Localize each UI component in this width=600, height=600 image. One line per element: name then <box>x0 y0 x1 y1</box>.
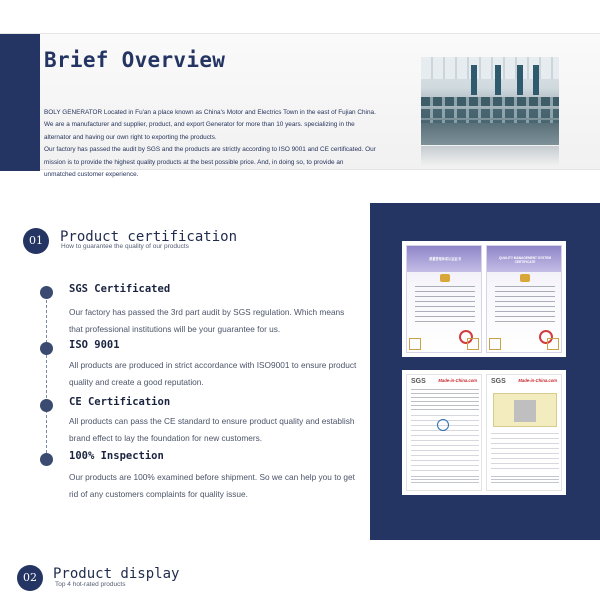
sgs-report-page <box>406 374 482 491</box>
overview-line: BOLY GENERATOR Located in Fu'an a place known as China's Motor and Electrics Town in the east of Fujian China. <box>44 109 376 116</box>
cert-item-text: Our factory has passed the 3rd part audit by SGS regulation. Which means that professional institutions will be your guarantee for us. <box>69 307 345 334</box>
overview-title: Brief Overview <box>44 48 226 72</box>
cert-item-title: SGS Certificated <box>69 283 171 295</box>
cert-item-text: Our products are 100% examined before shipment. So we can help you to get rid of any customers complaints for quality issue. <box>69 472 355 499</box>
certificate-heading: 质量管理体系认证证书 <box>429 257 461 261</box>
sgs-report-card <box>402 370 566 495</box>
timeline-dot <box>40 399 53 412</box>
section-subtitle: Top 4 hot-rated products <box>55 581 126 588</box>
certificates-panel <box>370 203 600 540</box>
made-in-china-logo: Made-in-China.com <box>438 378 477 383</box>
certificate-heading: QUALITY MANAGEMENT SYSTEM CERTIFICATE <box>498 256 551 264</box>
factory-photo <box>421 57 559 145</box>
timeline-line <box>46 295 47 458</box>
timeline-dot <box>40 453 53 466</box>
section-number-badge: 01 <box>23 228 49 254</box>
overview-line: Our factory has passed the audit by SGS and the products are strictly according to ISO 9001 and CE certificated. Our <box>44 146 376 154</box>
photo-table <box>493 393 557 427</box>
timeline-dot <box>40 286 53 299</box>
overview-line: mission is to provide the highest quality products at the best possible price. And, in doing so, to provide an <box>44 158 344 166</box>
overview-line: We are a manufacturer and supplier, product, and export Generator for more than 10 years. specializing in the <box>44 121 355 129</box>
cert-item-title: CE Certification <box>69 396 171 408</box>
cert-item-title: ISO 9001 <box>69 339 120 351</box>
sgs-logo: SGS <box>411 378 426 385</box>
overview-line: alternator and having our own right to exporting the products. <box>44 133 217 141</box>
cert-item-text: All products are produced in strict accordance with ISO9001 to ensure product quality and create a good reputation. <box>69 360 357 387</box>
section-title: Product certification <box>60 229 238 245</box>
sgs-logo: SGS <box>491 378 506 385</box>
cert-item-text: All products can pass the CE standard to ensure product quality and establish brand effect to lay the foundation for new customers. <box>69 416 355 443</box>
section-number-badge: 02 <box>17 565 43 591</box>
iso-certificate-chinese <box>406 245 482 353</box>
sgs-report-page <box>486 374 562 491</box>
accent-stripe <box>0 34 40 171</box>
stamp-icon <box>437 419 449 431</box>
section-subtitle: How to guarantee the quality of our products <box>61 243 189 250</box>
section-title: Product display <box>53 566 180 582</box>
cert-item-title: 100% Inspection <box>69 450 164 462</box>
timeline-dot <box>40 342 53 355</box>
made-in-china-logo: Made-in-China.com <box>518 378 557 383</box>
certificate-card <box>402 241 566 357</box>
overview-paragraph <box>44 107 404 181</box>
factory-photo-reflection <box>421 146 559 166</box>
overview-line: unmatched customer experience. <box>44 171 139 179</box>
iso-certificate-english <box>486 245 562 353</box>
